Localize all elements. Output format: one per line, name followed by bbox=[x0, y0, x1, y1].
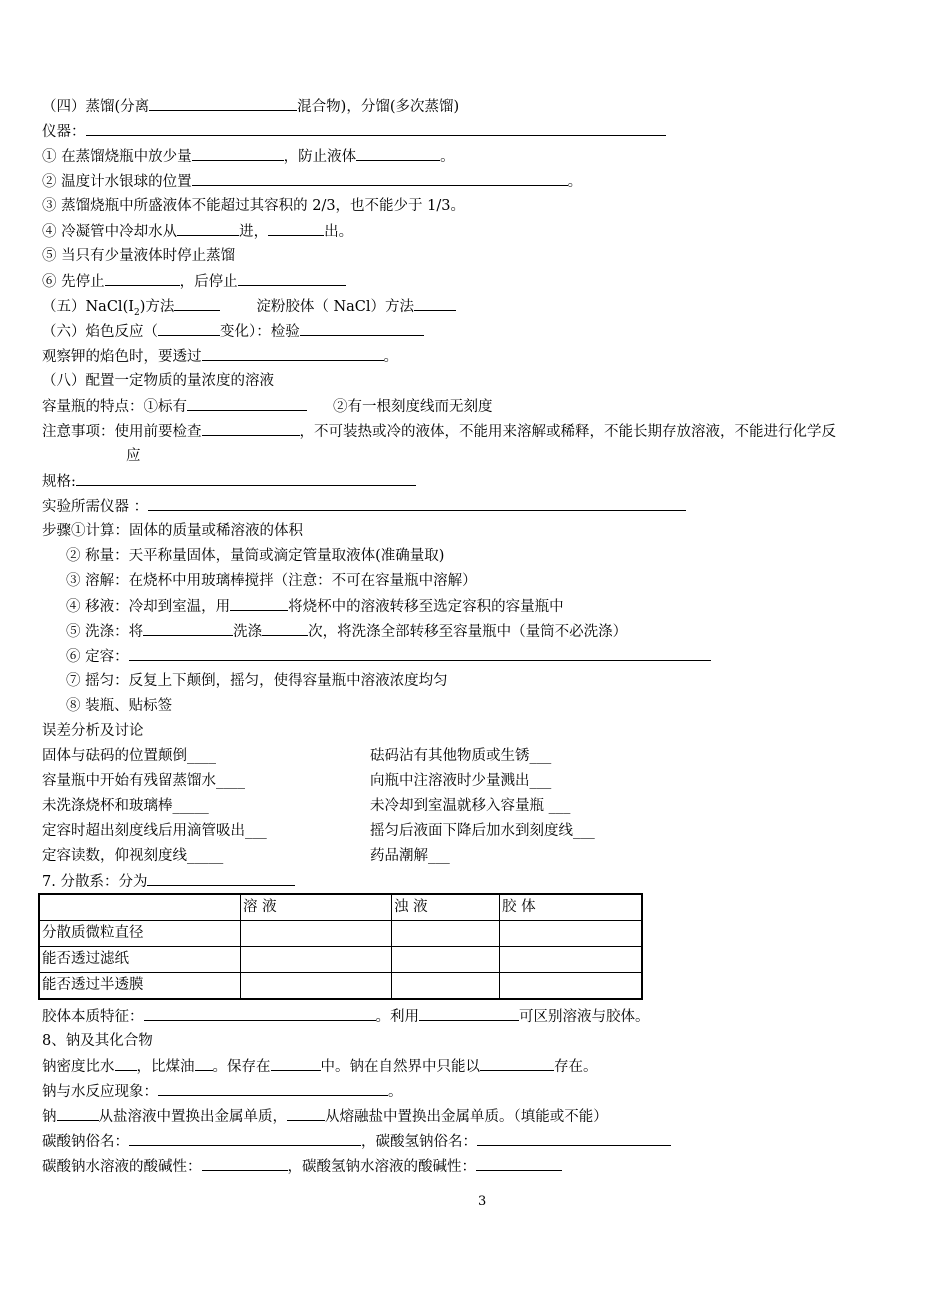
blank[interactable] bbox=[287, 1106, 325, 1121]
blank[interactable] bbox=[262, 621, 308, 636]
error-row: 未洗涤烧杯和玻璃棒_____ 未冷却到室温就移入容量瓶 ___ bbox=[42, 798, 571, 814]
sodium-title: 8、钠及其化合物 bbox=[42, 1033, 153, 1049]
table-cell[interactable] bbox=[241, 947, 392, 973]
blank[interactable] bbox=[477, 1131, 671, 1146]
instr-line: 实验所需仪器 ： bbox=[42, 496, 686, 516]
table-cell[interactable] bbox=[500, 973, 643, 1000]
table-cell[interactable] bbox=[392, 973, 500, 1000]
blank[interactable] bbox=[144, 1006, 376, 1021]
blank[interactable] bbox=[57, 1106, 99, 1121]
notes-cont: 应 bbox=[126, 448, 141, 464]
blank[interactable] bbox=[76, 471, 416, 486]
blank[interactable] bbox=[414, 296, 456, 311]
sec5-line: （五）$NaCl(I_2)$方法 淀粉胶体（ NaCl）方法 bbox=[42, 296, 456, 316]
sodium-line-3: 钠 从盐溶液中置换出金属单质， 从熔融盐中置换出金属单质。（填能或不能） bbox=[42, 1106, 608, 1126]
flask-features: 容量瓶的特点：①标有 ②有一根刻度线而无刻度 bbox=[42, 396, 493, 416]
blank[interactable] bbox=[268, 221, 324, 236]
blank[interactable] bbox=[187, 396, 307, 411]
table-cell[interactable] bbox=[392, 921, 500, 947]
error-row: 定容时超出刻度线后用滴管吸出___ 摇匀后液面下降后加水到刻度线___ bbox=[42, 823, 595, 839]
step-3: ③ 溶解：在烧杯中用玻璃棒搅拌（注意：不可在容量瓶中溶解） bbox=[66, 573, 477, 589]
table-header-row bbox=[39, 894, 642, 921]
blank[interactable] bbox=[143, 621, 233, 636]
blank[interactable] bbox=[202, 346, 384, 361]
distill-step-5: ⑤ 当只有少量液体时停止蒸馏 bbox=[42, 248, 236, 264]
blank[interactable] bbox=[149, 96, 297, 111]
table-row bbox=[39, 947, 642, 973]
table-header: 浊 液 bbox=[392, 894, 500, 921]
potassium-line: 观察钾的焰色时，要透过 。 bbox=[42, 346, 398, 366]
blank[interactable] bbox=[129, 1131, 361, 1146]
distill-step-4: ④ 冷凝管中冷却水从 进， 出。 bbox=[42, 221, 353, 241]
table-header: 胶 体 bbox=[500, 894, 643, 921]
page-number: 3 bbox=[478, 1194, 487, 1209]
blank[interactable] bbox=[148, 496, 686, 511]
sodium-line-4: 碳酸钠俗名： ，碳酸氢钠俗名： bbox=[42, 1131, 671, 1151]
errors-title: 误差分析及讨论 bbox=[42, 723, 144, 739]
blank[interactable] bbox=[174, 296, 220, 311]
blank[interactable] bbox=[480, 1056, 554, 1071]
table-row bbox=[39, 921, 642, 947]
sodium-line-2: 钠与水反应现象： 。 bbox=[42, 1081, 403, 1101]
dispersion-title: 7. 分散系：分为 bbox=[42, 871, 295, 891]
blank[interactable] bbox=[158, 1081, 388, 1096]
blank[interactable] bbox=[195, 1056, 213, 1071]
blank[interactable] bbox=[105, 271, 180, 286]
blank[interactable] bbox=[476, 1156, 562, 1171]
blank[interactable] bbox=[238, 271, 346, 286]
blank[interactable] bbox=[419, 1006, 519, 1021]
row-label: 能否透过滤纸 bbox=[39, 947, 241, 973]
distill-step-2: ② 温度计水银球的位置 。 bbox=[42, 171, 582, 191]
sodium-line-1: 钠密度比水 ，比煤油 。保存在 中。钠在自然界中只能以 存在。 bbox=[42, 1056, 598, 1076]
table-cell[interactable] bbox=[241, 921, 392, 947]
blank[interactable] bbox=[230, 596, 288, 611]
notes-line: 注意事项：使用前要检查 ，不可装热或冷的液体，不能用来溶解或稀释，不能长期存放溶液，不能进行化学反 bbox=[42, 421, 836, 441]
blank[interactable] bbox=[115, 1056, 137, 1071]
error-row: 定容读数，仰视刻度线_____ 药品潮解___ bbox=[42, 848, 450, 864]
error-row: 容量瓶中开始有残留蒸馏水____ 向瓶中注溶液时少量溅出___ bbox=[42, 773, 552, 789]
table-cell[interactable] bbox=[500, 921, 643, 947]
distill-step-3: ③ 蒸馏烧瓶中所盛液体不能超过其容积的 2/3，也不能少于 1/3。 bbox=[42, 198, 465, 214]
step-5: ⑤ 洗涤：将 洗涤 次，将洗涤全部转移至容量瓶中（量筒不必洗涤） bbox=[66, 621, 627, 641]
table-row bbox=[39, 973, 642, 1000]
sodium-line-5: 碳酸钠水溶液的酸碱性： ，碳酸氢钠水溶液的酸碱性： bbox=[42, 1156, 562, 1176]
table-cell[interactable] bbox=[241, 973, 392, 1000]
sec8-title: （八）配置一定物质的量浓度的溶液 bbox=[42, 373, 274, 389]
error-row: 固体与砝码的位置颠倒____ 砝码沾有其他物质或生锈___ bbox=[42, 748, 552, 764]
step-6: ⑥ 定容： bbox=[66, 646, 711, 666]
table-cell[interactable] bbox=[392, 947, 500, 973]
step-7: ⑦ 摇匀：反复上下颠倒，摇匀，使得容量瓶中溶液浓度均匀 bbox=[66, 673, 448, 689]
table-header: 溶 液 bbox=[241, 894, 392, 921]
step-1: 步骤①计算：固体的质量或稀溶液的体积 bbox=[42, 523, 303, 539]
blank[interactable] bbox=[271, 1056, 321, 1071]
distill-step-6: ⑥ 先停止 ，后停止 bbox=[42, 271, 346, 291]
colloid-line: 胶体本质特征： 。利用 可区别溶液与胶体。 bbox=[42, 1006, 650, 1026]
blank[interactable] bbox=[86, 121, 666, 136]
distill-title: （四）蒸馏(分离 混合物)，分馏(多次蒸馏) bbox=[42, 96, 459, 116]
blank[interactable] bbox=[202, 1156, 288, 1171]
blank[interactable] bbox=[300, 321, 424, 336]
blank[interactable] bbox=[129, 646, 711, 661]
row-label: 分散质微粒直径 bbox=[39, 921, 241, 947]
distill-step-1: ① 在蒸馏烧瓶中放少量 ，防止液体 。 bbox=[42, 146, 455, 166]
blank[interactable] bbox=[147, 871, 295, 886]
blank[interactable] bbox=[202, 421, 300, 436]
blank[interactable] bbox=[177, 221, 239, 236]
row-label: 能否透过半透膜 bbox=[39, 973, 241, 1000]
blank[interactable] bbox=[192, 171, 568, 186]
table-cell[interactable] bbox=[500, 947, 643, 973]
dispersion-table bbox=[38, 893, 643, 1000]
table-header bbox=[39, 894, 241, 921]
blank[interactable] bbox=[356, 146, 440, 161]
spec-line: 规格: bbox=[42, 471, 416, 491]
sec6-line: （六）焰色反应（ 变化）：检验 bbox=[42, 321, 424, 341]
step-2: ② 称量：天平称量固体，量筒或滴定管量取液体(准确量取) bbox=[66, 548, 445, 564]
step-8: ⑧ 装瓶、贴标签 bbox=[66, 698, 173, 714]
distill-instruments: 仪器： bbox=[42, 121, 666, 141]
blank[interactable] bbox=[192, 146, 284, 161]
blank[interactable] bbox=[158, 321, 220, 336]
step-4: ④ 移液：冷却到室温，用 将烧杯中的溶液转移至选定容积的容量瓶中 bbox=[66, 596, 564, 616]
